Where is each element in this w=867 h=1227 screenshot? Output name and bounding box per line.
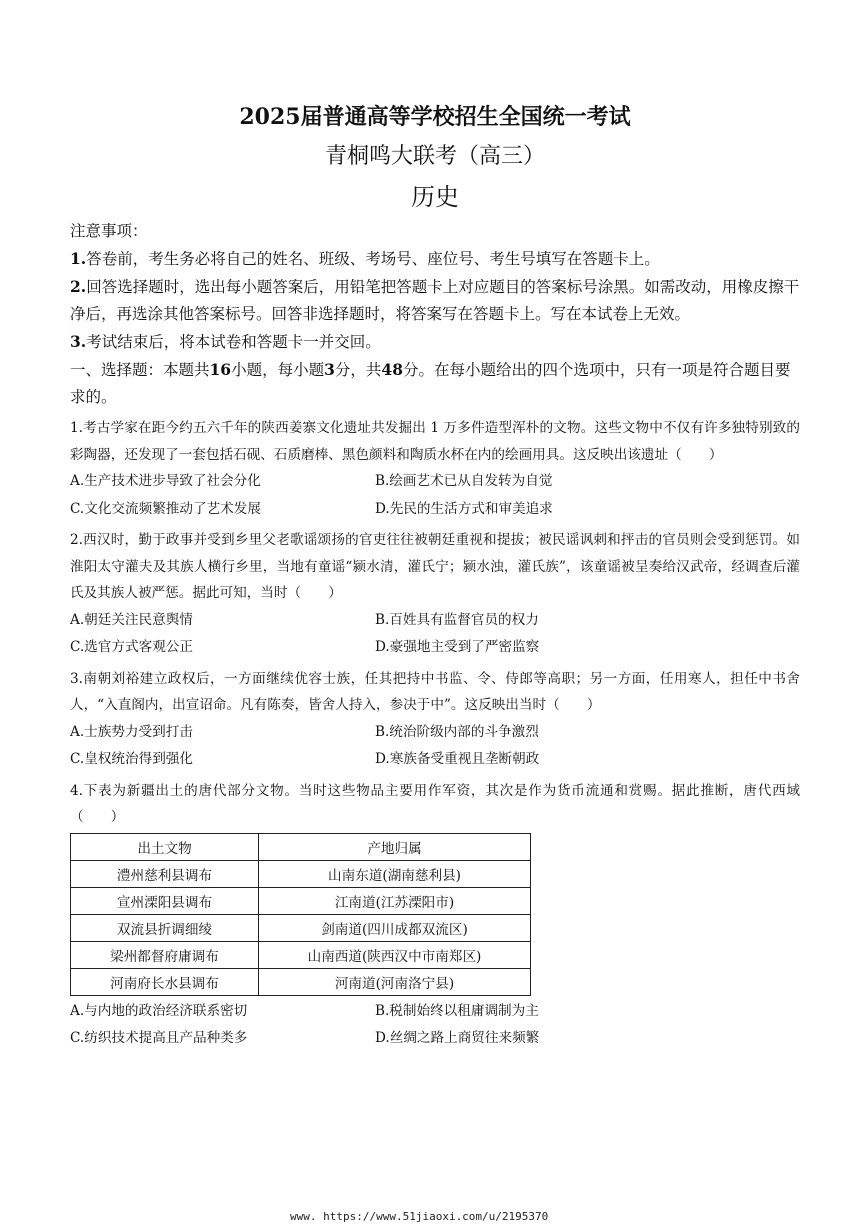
table-cell: 河南道(河南洛宁县) [259, 968, 531, 995]
question-2-option-a: A.朝廷关注民意舆情 [70, 611, 193, 628]
question-4-option-a: A.与内地的政治经济联系密切 [70, 1002, 248, 1019]
question-3-stem: 3.南朝刘裕建立政权后，一方面继续优容士族，任其把持中书监、令、侍郎等高职；另一方面，任用寒人，担任中书舍人，“入直阁内，出宣诏命。凡有陈奏，皆舍人持入，参决于中”。这反映出当时（ ） [70, 670, 800, 713]
table-cell: 澧州慈利县调布 [71, 860, 259, 887]
table-header-cell: 出土文物 [71, 833, 259, 860]
question-4-options [70, 998, 800, 1053]
question-3-option-a: A.士族势力受到打击 [70, 723, 193, 740]
table-cell: 江南道(江苏溧阳市) [259, 887, 531, 914]
table-header-row [71, 833, 531, 860]
question-2-stem: 2.西汉时，勤于政事并受到乡里父老歌谣颂扬的官吏往往被朝廷重视和提拔；被民谣讽刺和抨击的官员则会受到惩罚。如淮阳太守灌夫及其族人横行乡里，当地有童谣“颍水清，灌氏宁；颍水浊，灌氏族”，该童谣被呈奏给汉武帝，经调查后灌氏及其族人被严惩。据此可知，当时（ ） [70, 532, 800, 601]
table-row [71, 941, 531, 968]
table-row [71, 887, 531, 914]
section-text-3: 分，共 [334, 361, 382, 379]
section-text-1: 一、选择题：本题共 [70, 361, 210, 379]
notice-item-2-num: 2. [70, 277, 87, 296]
question-4-option-b: B.税制始终以租庸调制为主 [375, 1002, 539, 1019]
section-count: 16 [209, 360, 232, 379]
question-2-option-c: C.选官方式客观公正 [70, 639, 193, 655]
question-2-option-d: D.豪强地主受到了严密监察 [375, 639, 540, 655]
question-4-stem: 4.下表为新疆出土的唐代部分文物。当时这些物品主要用作军资，其次是作为货币流通和赏赐。据此推断，唐代西域（ ） [70, 782, 800, 825]
exam-page [70, 100, 800, 1053]
section-total: 48 [381, 360, 403, 379]
notice-item-1-num: 1. [70, 249, 87, 268]
table-cell: 河南府长水县调布 [71, 968, 259, 995]
table-cell: 宣州溧阳县调布 [71, 887, 259, 914]
question-3-option-d: D.寒族备受重视且垄断朝政 [375, 751, 540, 767]
notice-heading: 注意事项： [70, 222, 148, 240]
exam-title: 2025届普通高等学校招生全国统一考试 [239, 104, 631, 130]
exam-subtitle: 青桐鸣大联考（高三） [324, 144, 545, 169]
question-4-option-d: D.丝绸之路上商贸往来频繁 [375, 1030, 540, 1046]
question-1-option-b: B.绘画艺术已从自发转为自觉 [375, 473, 553, 489]
notice-item-3-text: 考试结束后，将本试卷和答题卡一并交回。 [86, 333, 381, 351]
section-heading [70, 356, 800, 411]
question-1-option-a: A.生产技术进步导致了社会分化 [70, 473, 261, 489]
table-cell: 剑南道(四川成都双流区) [259, 914, 531, 941]
table-cell: 双流县折调细绫 [71, 914, 259, 941]
footer-watermark-url: www. https://www.51jiaoxi.com/u/2195370 [290, 1210, 549, 1223]
notice-item-2 [70, 273, 800, 328]
table-header-cell: 产地归属 [259, 833, 531, 860]
table-cell: 山南西道(陕西汉中市南郑区) [259, 941, 531, 968]
question-1-option-d: D.先民的生活方式和审美追求 [375, 500, 553, 517]
table-cell: 山南东道(湖南慈利县) [259, 860, 531, 887]
exam-subject: 历史 [411, 183, 459, 211]
section-text-2: 小题，每小题 [231, 361, 325, 379]
section-score: 3 [324, 360, 335, 379]
relic-table [70, 833, 531, 996]
question-2-option-b: B.百姓具有监督官员的权力 [375, 611, 539, 628]
notice-item-1-text: 答卷前，考生务必将自己的姓名、班级、考场号、座位号、考生号填写在答题卡上。 [86, 250, 660, 268]
question-3-options [70, 719, 800, 774]
question-1-stem: 1.考古学家在距今约五六千年的陕西姜寨文化遗址共发掘出 1 万多件造型浑朴的文物。这些文物中不仅有许多独特别致的彩陶器，还发现了一套包括石砚、石质磨棒、黑色颜料和陶质水杯在内的绘画用具。这反映出该遗址（ ） [70, 420, 800, 463]
question-2-options [70, 607, 800, 662]
table-row [71, 860, 531, 887]
notice-block [70, 218, 800, 356]
table-row [71, 914, 531, 941]
notice-item-3-num: 3. [70, 332, 87, 351]
notice-item-3 [70, 328, 800, 356]
question-3-option-c: C.皇权统治得到强化 [70, 751, 193, 767]
question-1-options [70, 468, 800, 523]
question-4-option-c: C.纺织技术提高且产品种类多 [70, 1030, 248, 1046]
question-1-option-c: C.文化交流频繁推动了艺术发展 [70, 500, 261, 517]
question-3-option-b: B.统治阶级内部的斗争激烈 [375, 723, 539, 740]
section-text-4: 分。在每小题给出的四个选项中，只有一项是符合题目要求的。 [70, 361, 791, 406]
table-row [71, 968, 531, 995]
notice-item-2-text: 回答选择题时，选出每小题答案后，用铅笔把答题卡上对应题目的答案标号涂黑。如需改动，用橡皮擦干净后，再选涂其他答案标号。回答非选择题时，将答案写在答题卡上。写在本试卷上无效。 [70, 278, 800, 323]
notice-item-1 [70, 245, 800, 273]
table-cell: 梁州都督府庸调布 [71, 941, 259, 968]
